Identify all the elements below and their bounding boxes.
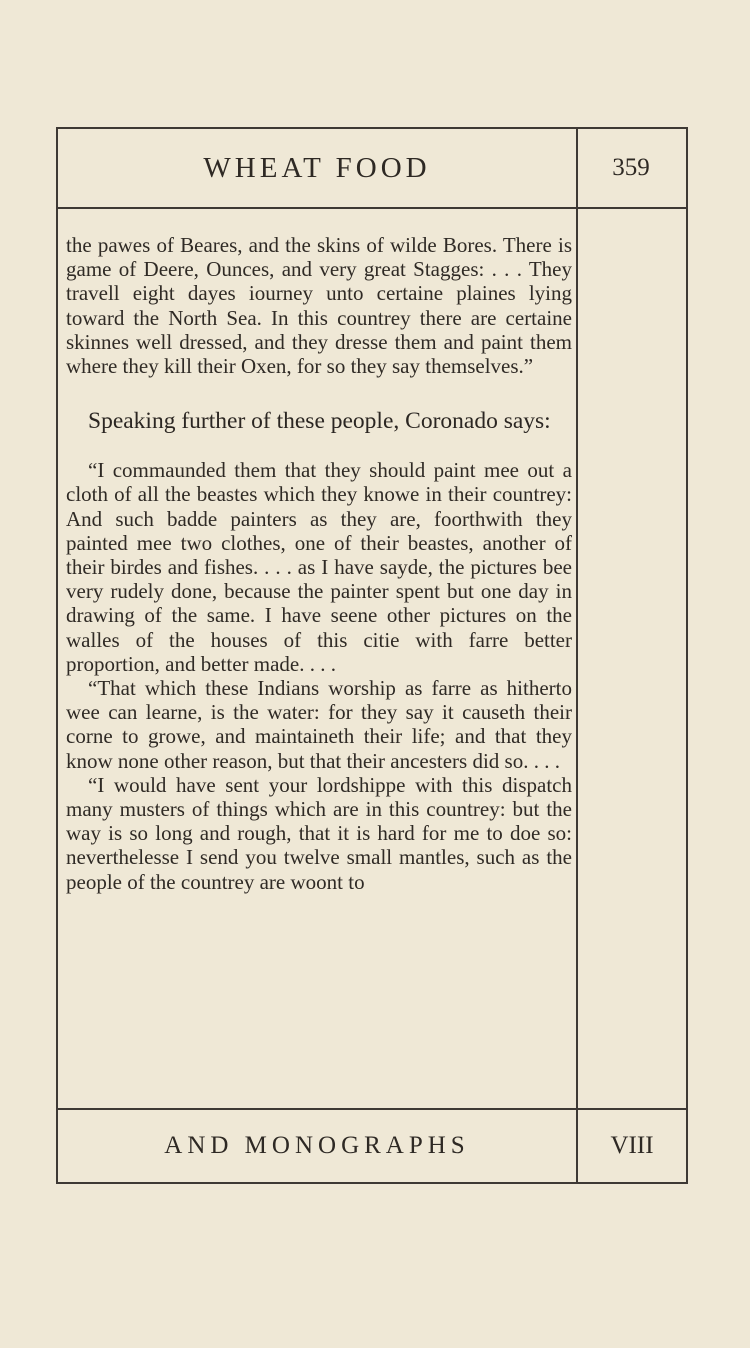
paragraph-quote: “I commaunded them that they should paint mee out a cloth of all the beastes which they knowe in their countrey: And such badde painters as they are, foorthwith they painted mee two clothes, one of their beastes, another of their birdes and fishes. . . . as I have sayde, the pictures bee very rudely done, because the painter spent but one day in drawing of the same. I have seene other pictures on the walles of the houses of this citie with farre better proportion, and better made. . . . xyxy=(66,458,572,676)
paragraph-lead-in: Speaking further of these people, Coronado says: xyxy=(88,408,551,435)
running-head-title: WHEAT FOOD xyxy=(203,151,431,184)
body-text xyxy=(66,233,572,1103)
paragraph-quote-continuation: the pawes of Beares, and the skins of wilde Bores. There is game of Deere, Ounces, and very great Stagges: . . . They travell eight dayes iourney unto certaine plaines lying toward the North Sea. In this countrey there are certaine skinnes well dressed, and they dresse them and paint them where they kill their Oxen, for so they say themselves.” xyxy=(66,233,572,379)
paragraph-quote: “I would have sent your lordshippe with this dispatch many musters of things which are in this countrey: but the way is so long and rough, that it is hard for me to doe so: neverthelesse I send you twelve small mantles, such as the people of the countrey are woont to xyxy=(66,772,572,894)
volume-number: VIII xyxy=(610,1132,654,1159)
page-number: 359 xyxy=(612,154,650,181)
paragraph-quote: “That which these Indians worship as farre as hitherto wee can learne, is the water: for they say it causeth their corne to growe, and maintaineth their life; and that they know none other reason, but that their ancesters did so. . . . xyxy=(66,676,572,773)
series-title: AND MONOGRAPHS xyxy=(164,1132,470,1159)
page-frame xyxy=(56,127,688,1184)
running-footer xyxy=(58,1108,686,1182)
running-header xyxy=(58,129,686,209)
column-divider xyxy=(576,129,578,1182)
